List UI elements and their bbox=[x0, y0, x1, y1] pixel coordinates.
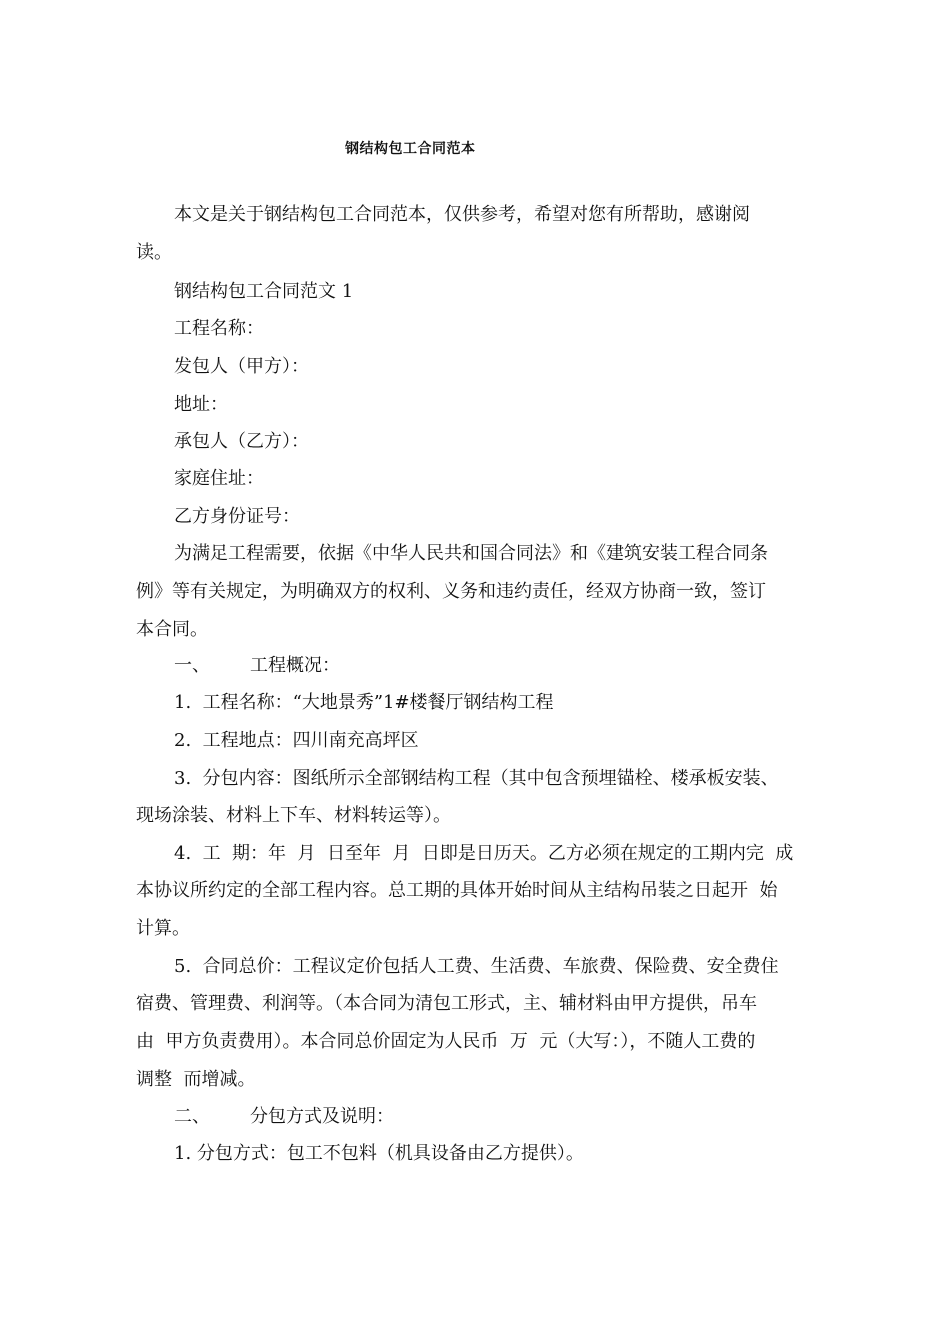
field-party-b: 承包人（乙方）： bbox=[174, 431, 309, 452]
field-project-name: 工程名称： bbox=[174, 318, 264, 339]
item-5-line-4: 调整 而增减。 bbox=[136, 1069, 256, 1090]
item-4-line-3: 计算。 bbox=[136, 918, 190, 939]
item-5-line-3: 由 甲方负责费用）。本合同总价固定为人民币 万 元（大写：），不随人工费的 bbox=[136, 1031, 756, 1052]
item-2: 2. 工程地点：四川南充高坪区 bbox=[174, 730, 419, 751]
field-home-address: 家庭住址： bbox=[174, 468, 264, 489]
item-1: 1. 工程名称：“大地景秀”1#楼餐厅钢结构工程 bbox=[174, 692, 554, 713]
section-heading: 钢结构包工合同范文 1 bbox=[174, 281, 354, 302]
preamble-line-1: 为满足工程需要，依据《中华人民共和国合同法》和《建筑安装工程合同条 bbox=[174, 543, 768, 564]
field-party-b-id: 乙方身份证号： bbox=[174, 506, 300, 527]
part2-number: 二、 bbox=[174, 1106, 210, 1127]
part1-heading bbox=[174, 654, 864, 678]
part2-heading bbox=[174, 1105, 864, 1129]
item-5-line-1: 5. 合同总价：工程议定价包括人工费、生活费、车旅费、保险费、安全费住 bbox=[174, 956, 779, 977]
field-party-a: 发包人（甲方）： bbox=[174, 356, 309, 377]
document-title: 钢结构包工合同范本 bbox=[345, 141, 476, 157]
item-4-line-1: 4. 工 期：年 月 日至年 月 日即是日历天。乙方必须在规定的工期内完 成 bbox=[174, 843, 794, 864]
field-address: 地址： bbox=[174, 394, 228, 415]
part1-number: 一、 bbox=[174, 655, 210, 676]
item-3-line-2: 现场涂装、材料上下车、材料转运等）。 bbox=[136, 805, 451, 826]
part2-item-1: 1. 分包方式：包工不包料（机具设备由乙方提供）。 bbox=[174, 1143, 584, 1164]
intro-line-2: 读。 bbox=[136, 242, 172, 263]
item-5-line-2: 宿费、管理费、利润等。（本合同为清包工形式，主、辅材料由甲方提供，吊车 bbox=[136, 993, 757, 1014]
item-4-line-2: 本协议所约定的全部工程内容。总工期的具体开始时间从主结构吊装之日起开 始 bbox=[136, 880, 778, 901]
preamble-line-2: 例》等有关规定，为明确双方的权利、义务和违约责任，经双方协商一致，签订 bbox=[136, 581, 766, 602]
item-3-line-1: 3. 分包内容：图纸所示全部钢结构工程（其中包含预埋锚栓、楼承板安装、 bbox=[174, 768, 779, 789]
intro-line-1: 本文是关于钢结构包工合同范本，仅供参考，希望对您有所帮助，感谢阅 bbox=[174, 204, 750, 225]
part2-title: 分包方式及说明： bbox=[250, 1106, 394, 1127]
part1-title: 工程概况： bbox=[250, 655, 340, 676]
preamble-line-3: 本合同。 bbox=[136, 619, 208, 640]
